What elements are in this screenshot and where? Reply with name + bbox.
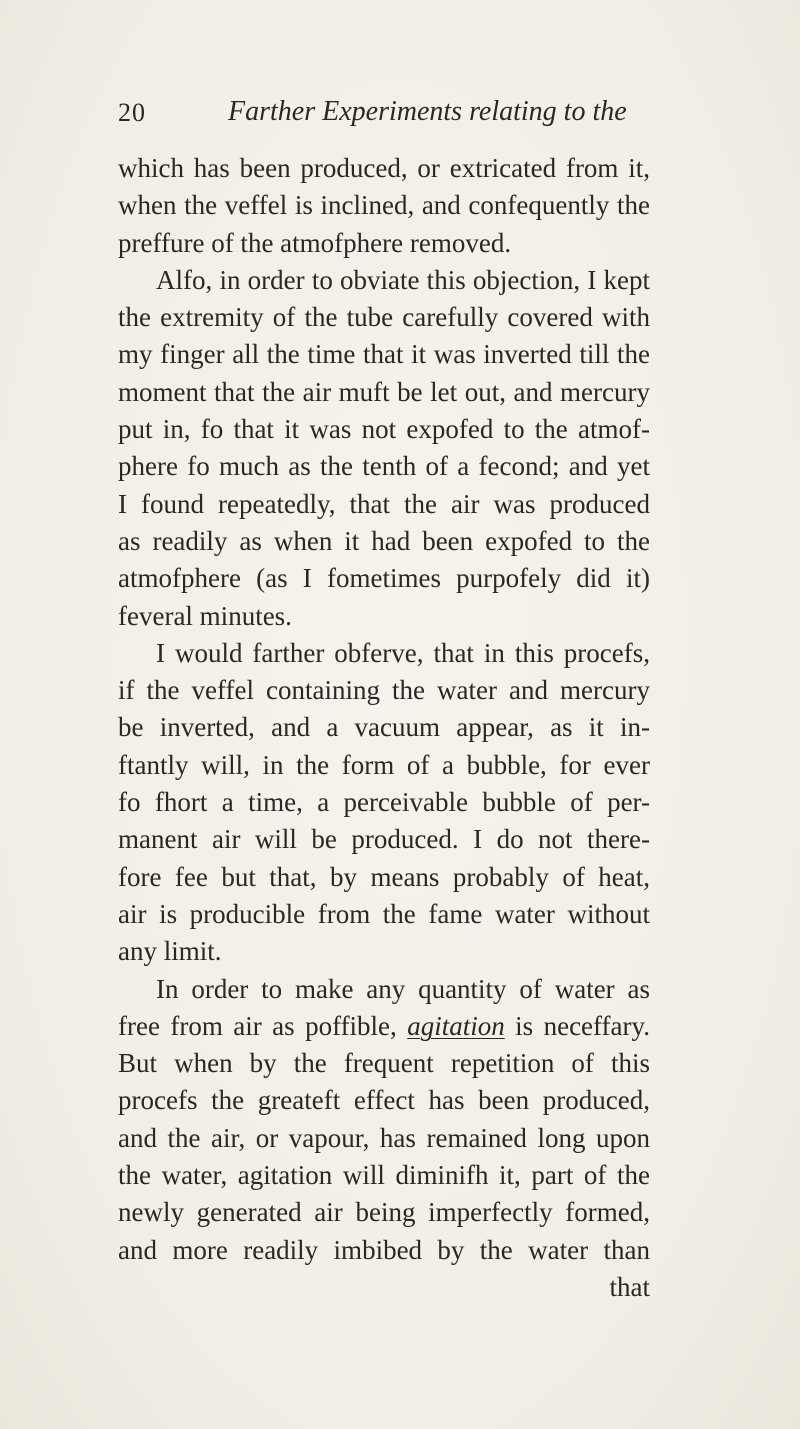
- text-line: when the veffel is inclined, and confequently the: [118, 190, 650, 221]
- text-segment: free from air as poffible,: [118, 1010, 397, 1041]
- text-line: fore fee but that, by means probably of heat,: [118, 861, 650, 892]
- running-head: Farther Experiments relating to the: [228, 96, 627, 127]
- text-line: procefs the greateft effect has been produced,: [118, 1085, 650, 1116]
- text-line: moment that the air muft be let out, and mercury: [118, 376, 650, 407]
- text-line: But when by the frequent repetition of this: [118, 1048, 650, 1079]
- text-line: the water, agitation will diminifh it, part of the: [118, 1160, 650, 1191]
- text-line: any limit.: [118, 936, 222, 967]
- text-line: if the veffel containing the water and mercury: [118, 675, 650, 706]
- text-line: and the air, or vapour, has remained long upon: [118, 1122, 650, 1153]
- text-line: atmofphere (as I fometimes purpofely did it): [118, 563, 650, 594]
- text-line: [118, 1008, 650, 1045]
- text-line: be inverted, and a vacuum appear, as it in-: [118, 712, 650, 743]
- text-line: newly generated air being imperfectly formed,: [118, 1197, 650, 1228]
- page-header: [100, 92, 700, 142]
- text-line: Alfo, in order to obviate this objection, I kept: [156, 264, 650, 295]
- text-line: ftantly will, in the form of a bubble, for ever: [118, 749, 650, 780]
- text-line: air is producible from the fame water without: [118, 898, 650, 929]
- text-line: manent air will be produced. I do not there-: [118, 824, 650, 855]
- text-line: as readily as when it had been expofed to the: [118, 525, 650, 556]
- text-line: I found repeatedly, that the air was produced: [118, 488, 650, 519]
- text-line: fo fhort a time, a perceivable bubble of per-: [118, 787, 650, 818]
- text-line: feveral minutes.: [118, 600, 292, 631]
- text-line: put in, fo that it was not expofed to the atmof-: [118, 414, 650, 445]
- text-line: phere fo much as the tenth of a fecond; and yet: [118, 451, 650, 482]
- text-line: my finger all the time that it was inverted till the: [118, 339, 650, 370]
- text-line: the extremity of the tube carefully covered with: [118, 302, 650, 333]
- text-line: I would farther obferve, that in this procefs,: [156, 637, 650, 668]
- text-line: In order to make any quantity of water as: [156, 973, 650, 1004]
- text-line: preffure of the atmofphere removed.: [118, 227, 512, 258]
- text-segment: is neceffary.: [515, 1010, 650, 1041]
- text-line: which has been produced, or extricated from it,: [118, 153, 650, 183]
- body-text: [118, 150, 650, 1306]
- catchword: that: [609, 1271, 650, 1302]
- text-line: and more readily imbibed by the water than: [118, 1234, 650, 1265]
- page-number: 20: [118, 98, 146, 127]
- italic-word: agitation: [407, 1010, 505, 1041]
